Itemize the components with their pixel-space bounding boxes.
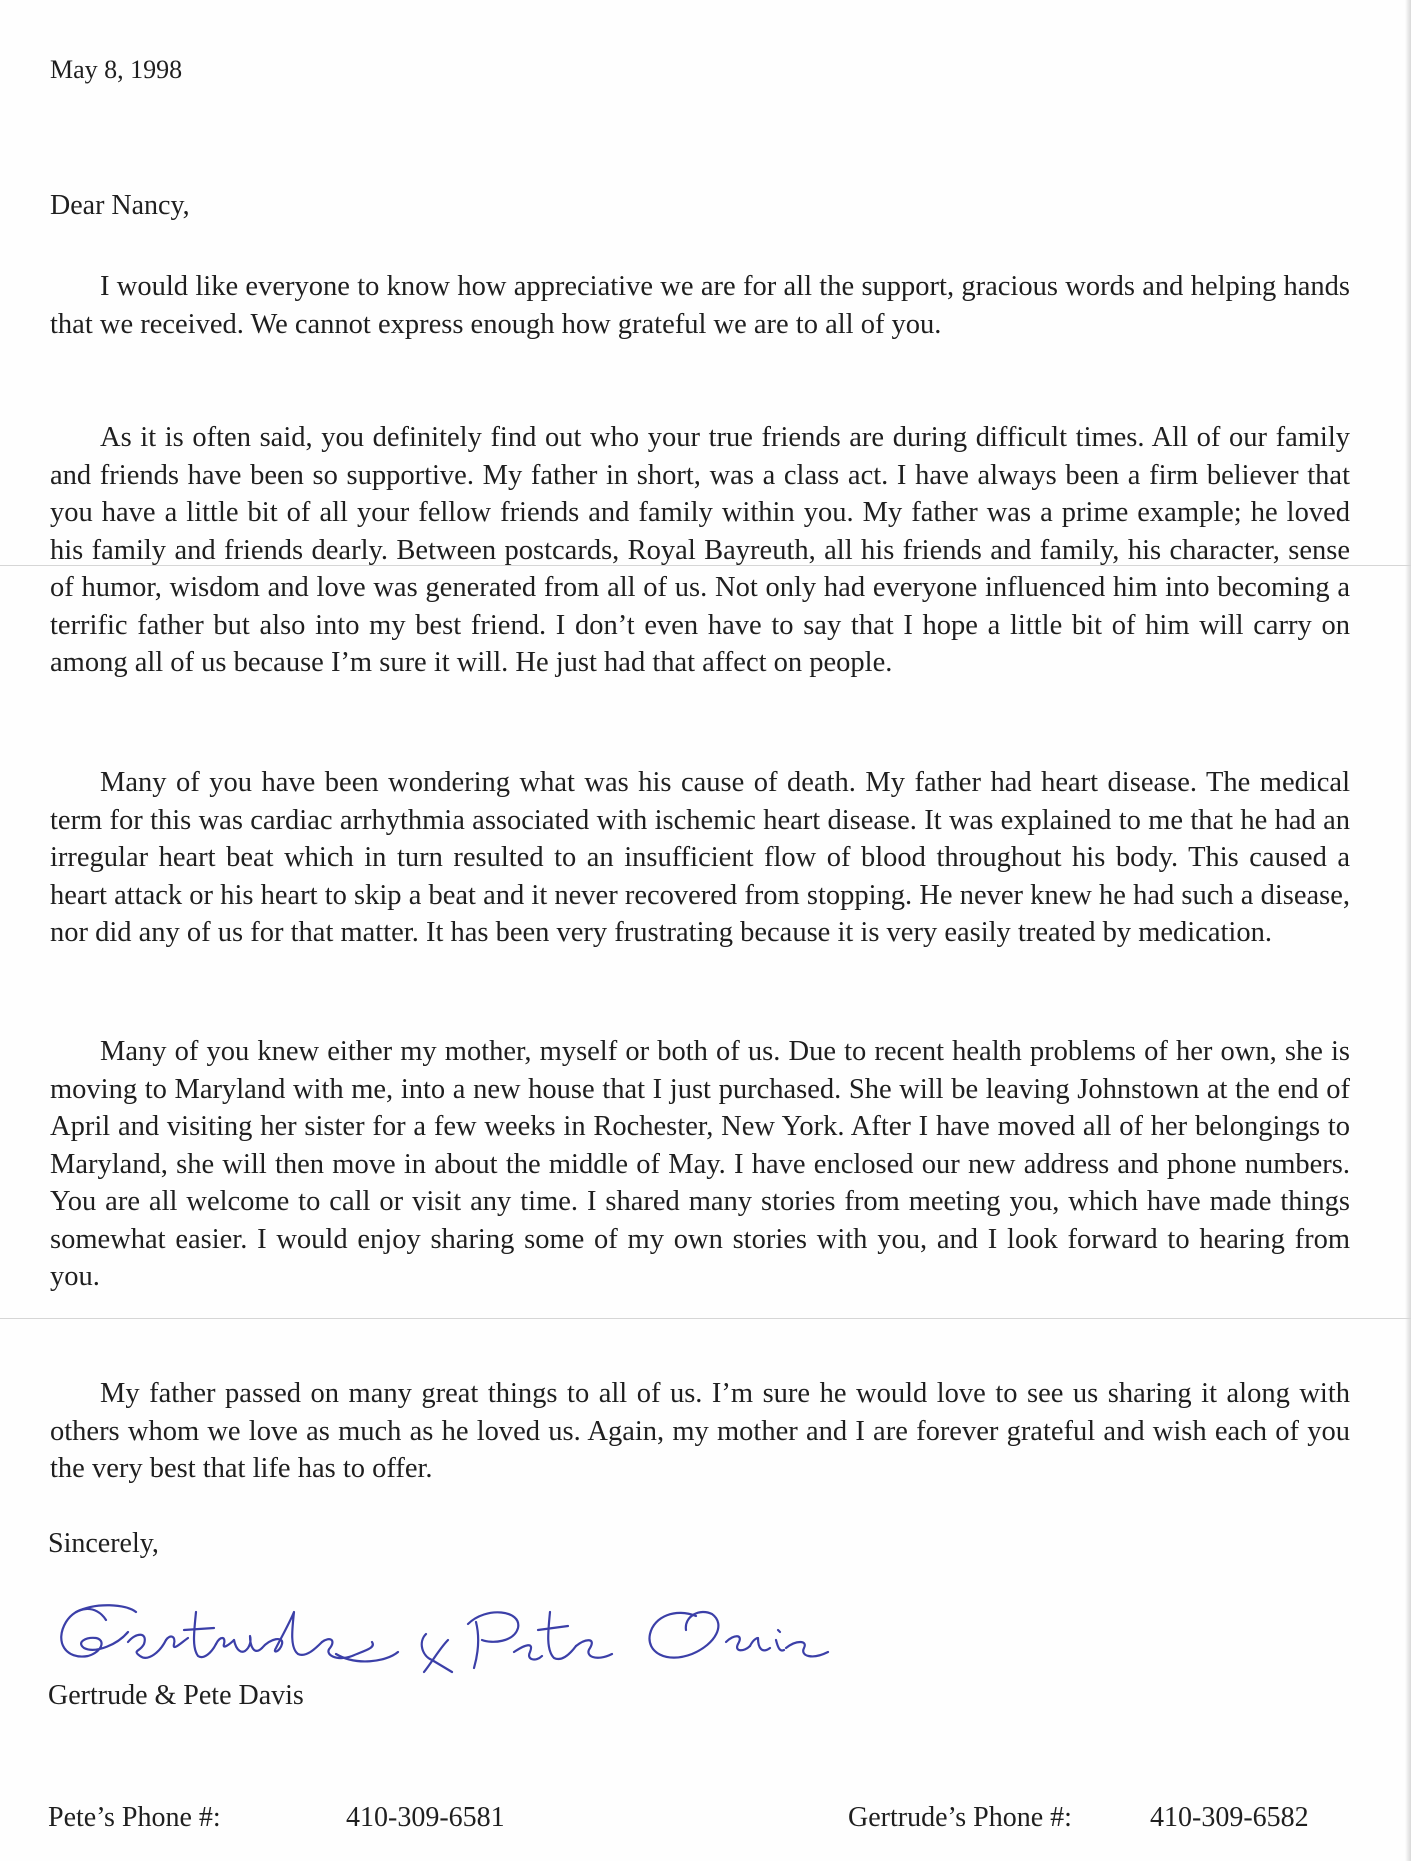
body-paragraph-5: My father passed on many great things to all of us. I’m sure he would love to see us sharing it along with others whom we love as much as he loved us. Again, my mother and I are forever grateful and wish each of you the very best that life has to offer. xyxy=(50,1378,1350,1484)
signer-name: Gertrude & Pete Davis xyxy=(48,1680,304,1711)
body-paragraph-4: Many of you knew either my mother, myself or both of us. Due to recent health problems of her own, she is moving to Maryland with me, into a new house that I just purchased. She will be leaving Johnstown at the end of April and visiting her sister for a few weeks in Rochester, New York. After I have moved all of her belongings to Maryland, she will then move in about the middle of May. I have enclosed our new address and phone numbers. You are all welcome to call or visit any time. I shared many stories from meeting you, which have made things somewhat easier. I would enjoy sharing some of my own stories with you, and I look forward to hearing from you. xyxy=(50,1036,1350,1292)
salutation: Dear Nancy, xyxy=(50,190,190,221)
body-paragraph-3: Many of you have been wondering what was his cause of death. My father had heart disease. The medical term for this was cardiac arrhythmia associated with ischemic heart disease. It was explained to me that he had an irregular heart beat which in turn resulted to an insufficient flow of blood throughout his body. This caused a heart attack or his heart to skip a beat and it never recovered from stopping. He never knew he had such a disease, nor did any of us for that matter. It has been very frustrating because it is very easily treated by medication. xyxy=(50,767,1350,948)
handwritten-signature xyxy=(36,1582,896,1682)
gertrude-phone-number: 410-309-6582 xyxy=(1150,1802,1309,1833)
pete-phone-label: Pete’s Phone #: xyxy=(48,1802,221,1833)
body-paragraph-1: I would like everyone to know how appreciative we are for all the support, gracious words and helping hands that we received. We cannot express enough how grateful we are to all of you. xyxy=(50,271,1350,340)
pete-phone-number: 410-309-6581 xyxy=(346,1802,505,1833)
letter-date: May 8, 1998 xyxy=(50,55,183,84)
gertrude-phone-label: Gertrude’s Phone #: xyxy=(848,1802,1072,1833)
closing: Sincerely, xyxy=(48,1528,159,1559)
fold-line xyxy=(0,1318,1411,1319)
body-paragraph-2: As it is often said, you definitely find out who your true friends are during difficult times. All of our family and friends have been so supportive. My father in short, was a class act. I have always been a firm believer that you have a little bit of all your fellow friends and family within you. My father was a prime example; he loved his family and friends dearly. Between postcards, Royal Bayreuth, all his friends and family, his character, sense of humor, wisdom and love was generated from all of us. Not only had everyone influenced him into becoming a terrific father but also into my best friend. I don’t even have to say that I hope a little bit of him will carry on among all of us because I’m sure it will. He just had that affect on people. xyxy=(50,422,1350,678)
page-edge-shadow xyxy=(1405,0,1411,1861)
